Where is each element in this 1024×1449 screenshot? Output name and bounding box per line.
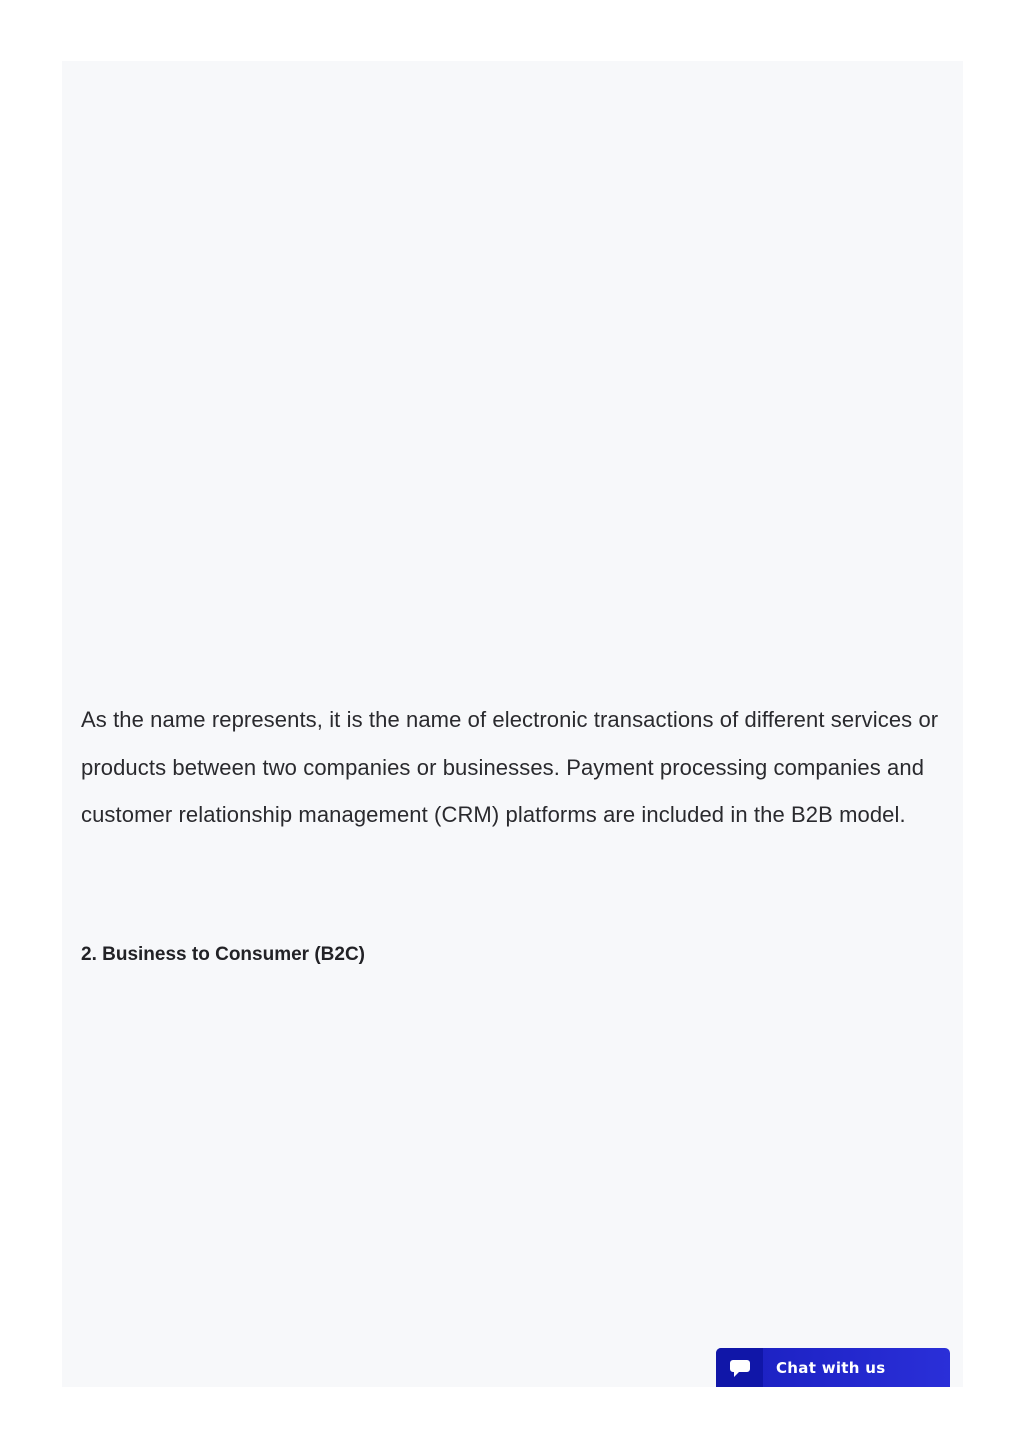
chat-widget-button[interactable]	[716, 1348, 950, 1387]
chat-bubble-icon	[716, 1348, 763, 1387]
article-image-area-2	[62, 996, 963, 1376]
article-image-area	[62, 61, 963, 691]
chat-widget-label: Chat with us	[776, 1358, 886, 1377]
article-content-panel	[62, 61, 963, 1387]
section-heading-b2c: 2. Business to Consumer (B2C)	[81, 944, 365, 965]
b2b-description-paragraph: As the name represents, it is the name of electronic transactions of different services or products between two companies or businesses. Payment processing companies and customer relationship management (CRM) platforms are included in the B2B model.	[81, 707, 939, 827]
